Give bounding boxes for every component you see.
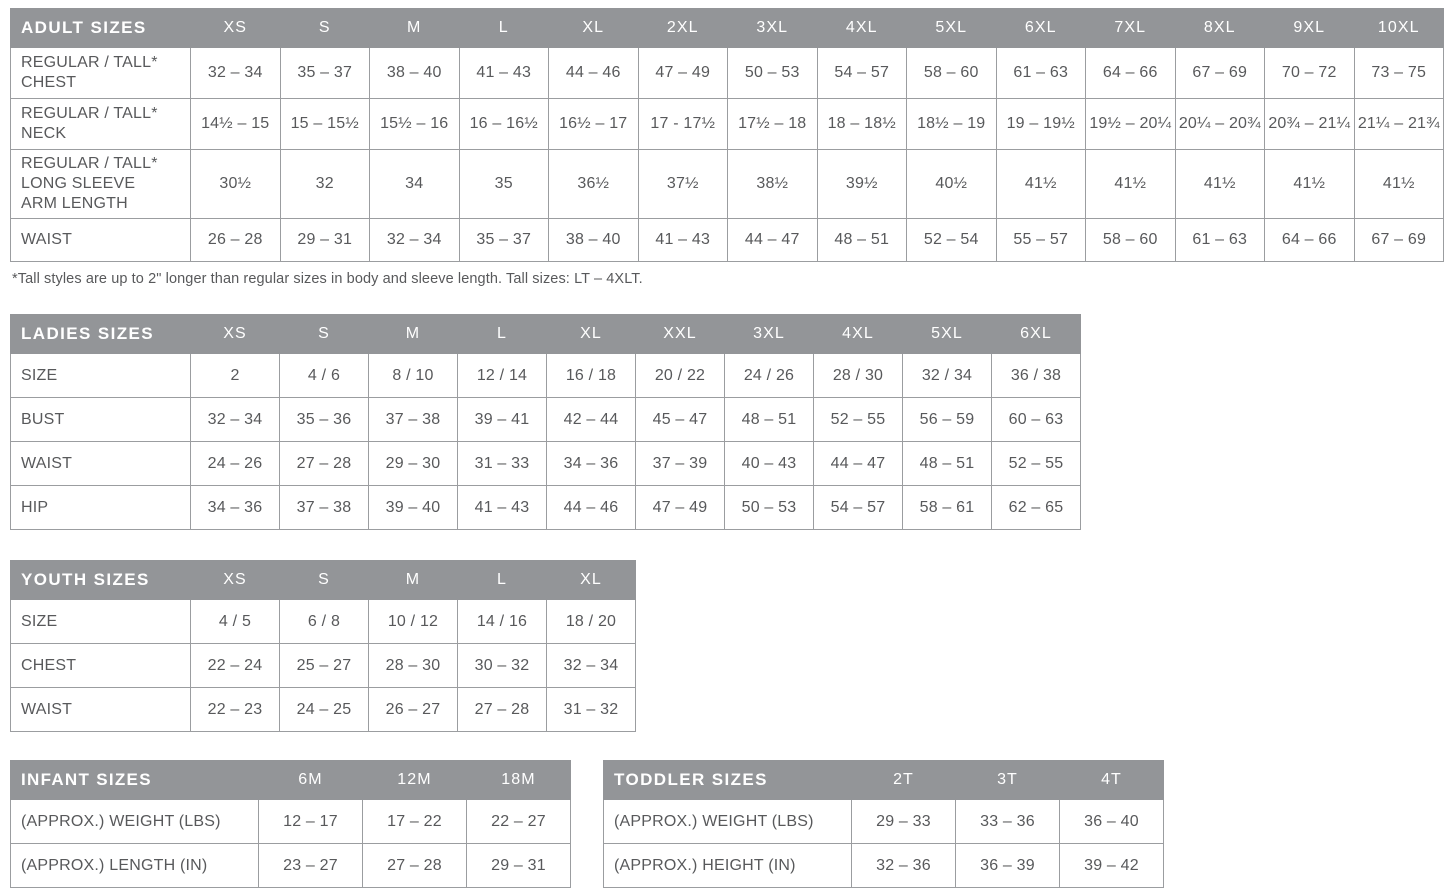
table-cell: 12 / 14 — [458, 354, 547, 398]
table-cell: 61 – 63 — [996, 48, 1086, 99]
table-cell: 24 / 26 — [725, 354, 814, 398]
table-cell: 26 – 27 — [369, 688, 458, 732]
table-cell: 20¾ – 21¼ — [1265, 99, 1355, 150]
table-cell: 38 – 40 — [370, 48, 460, 99]
table-cell: 15 – 15½ — [280, 99, 370, 150]
table-cell: 32 – 34 — [370, 219, 460, 262]
youth-col-header: XS — [191, 561, 280, 600]
table-cell: 26 – 28 — [191, 219, 281, 262]
table-cell: 12 – 17 — [259, 800, 363, 844]
adult-col-header: 4XL — [817, 9, 907, 48]
table-cell: 39 – 42 — [1060, 844, 1164, 888]
table-cell: 31 – 33 — [458, 442, 547, 486]
table-cell: 41 – 43 — [458, 486, 547, 530]
table-cell: 64 – 66 — [1265, 219, 1355, 262]
table-cell: 50 – 53 — [725, 486, 814, 530]
table-cell: 17½ – 18 — [728, 99, 818, 150]
table-cell: 34 — [370, 150, 460, 219]
table-cell: 4 / 5 — [191, 600, 280, 644]
adult-col-header: 7XL — [1086, 9, 1176, 48]
table-cell: 50 – 53 — [728, 48, 818, 99]
adult-col-header: 8XL — [1175, 9, 1265, 48]
table-cell: 41 – 43 — [638, 219, 728, 262]
table-row — [11, 688, 636, 732]
table-cell: 55 – 57 — [996, 219, 1086, 262]
table-row — [604, 844, 1164, 888]
table-cell: 64 – 66 — [1086, 48, 1176, 99]
table-cell: 58 – 61 — [903, 486, 992, 530]
table-cell: 44 – 47 — [728, 219, 818, 262]
table-cell: 28 – 30 — [369, 644, 458, 688]
table-cell: 16½ – 17 — [549, 99, 639, 150]
table-cell: 52 – 54 — [907, 219, 997, 262]
ladies-row-label: HIP — [11, 486, 191, 530]
table-cell: 29 – 31 — [280, 219, 370, 262]
table-cell: 40 – 43 — [725, 442, 814, 486]
table-cell: 18 – 18½ — [817, 99, 907, 150]
table-cell: 36½ — [549, 150, 639, 219]
adult-col-header: 2XL — [638, 9, 728, 48]
table-cell: 37 – 39 — [636, 442, 725, 486]
table-cell: 35 – 37 — [459, 219, 549, 262]
table-cell: 27 – 28 — [280, 442, 369, 486]
ladies-table-title: LADIES SIZES — [11, 315, 191, 354]
table-cell: 52 – 55 — [992, 442, 1081, 486]
ladies-row-label: WAIST — [11, 442, 191, 486]
table-cell: 32 — [280, 150, 370, 219]
table-cell: 42 – 44 — [547, 398, 636, 442]
toddler-col-header: 2T — [852, 761, 956, 800]
ladies-row-label: BUST — [11, 398, 191, 442]
table-cell: 39 – 40 — [369, 486, 458, 530]
adult-col-header: 5XL — [907, 9, 997, 48]
table-cell: 41½ — [1086, 150, 1176, 219]
table-row — [11, 442, 1081, 486]
ladies-col-header: 3XL — [725, 315, 814, 354]
table-cell: 27 – 28 — [458, 688, 547, 732]
table-row — [11, 486, 1081, 530]
infant-toddler-row — [10, 760, 1435, 888]
adult-col-header: L — [459, 9, 549, 48]
infant-col-header: 18M — [467, 761, 571, 800]
table-cell: 32 / 34 — [903, 354, 992, 398]
toddler-sizes-table — [603, 760, 1164, 888]
table-cell: 54 – 57 — [817, 48, 907, 99]
table-row — [11, 800, 571, 844]
table-cell: 73 – 75 — [1354, 48, 1444, 99]
table-cell: 47 – 49 — [638, 48, 728, 99]
adult-col-header: 3XL — [728, 9, 818, 48]
table-cell: 56 – 59 — [903, 398, 992, 442]
table-cell: 44 – 46 — [549, 48, 639, 99]
adult-row-label: REGULAR / TALL* NECK — [11, 99, 191, 150]
table-cell: 16 / 18 — [547, 354, 636, 398]
youth-table-title: YOUTH SIZES — [11, 561, 191, 600]
table-cell: 32 – 34 — [191, 48, 281, 99]
table-cell: 19 – 19½ — [996, 99, 1086, 150]
table-cell: 32 – 34 — [547, 644, 636, 688]
table-cell: 14 / 16 — [458, 600, 547, 644]
table-cell: 23 – 27 — [259, 844, 363, 888]
table-cell: 41½ — [996, 150, 1086, 219]
adult-table-title: ADULT SIZES — [11, 9, 191, 48]
youth-row-label: SIZE — [11, 600, 191, 644]
table-cell: 60 – 63 — [992, 398, 1081, 442]
table-cell: 58 – 60 — [1086, 219, 1176, 262]
table-cell: 29 – 31 — [467, 844, 571, 888]
infant-row-label: (APPROX.) WEIGHT (LBS) — [11, 800, 259, 844]
table-cell: 10 / 12 — [369, 600, 458, 644]
table-cell: 36 – 39 — [956, 844, 1060, 888]
table-cell: 16 – 16½ — [459, 99, 549, 150]
toddler-table-title: TODDLER SIZES — [604, 761, 852, 800]
ladies-col-header: M — [369, 315, 458, 354]
ladies-col-header: L — [458, 315, 547, 354]
ladies-col-header: XXL — [636, 315, 725, 354]
youth-col-header: M — [369, 561, 458, 600]
adult-col-header: 6XL — [996, 9, 1086, 48]
table-cell: 30½ — [191, 150, 281, 219]
table-row — [11, 99, 1444, 150]
table-row — [11, 398, 1081, 442]
ladies-col-header: S — [280, 315, 369, 354]
table-cell: 15½ – 16 — [370, 99, 460, 150]
ladies-row-label: SIZE — [11, 354, 191, 398]
table-cell: 34 – 36 — [191, 486, 280, 530]
table-cell: 22 – 23 — [191, 688, 280, 732]
ladies-col-header: 4XL — [814, 315, 903, 354]
table-cell: 44 – 47 — [814, 442, 903, 486]
toddler-col-header: 3T — [956, 761, 1060, 800]
table-cell: 17 - 17½ — [638, 99, 728, 150]
adult-col-header: S — [280, 9, 370, 48]
table-cell: 35 — [459, 150, 549, 219]
table-cell: 18½ – 19 — [907, 99, 997, 150]
table-cell: 48 – 51 — [903, 442, 992, 486]
ladies-col-header: XS — [191, 315, 280, 354]
adult-col-header: M — [370, 9, 460, 48]
table-cell: 35 – 37 — [280, 48, 370, 99]
table-cell: 41½ — [1175, 150, 1265, 219]
adult-col-header: 9XL — [1265, 9, 1355, 48]
youth-col-header: L — [458, 561, 547, 600]
table-cell: 48 – 51 — [725, 398, 814, 442]
table-cell: 52 – 55 — [814, 398, 903, 442]
infant-sizes-table — [10, 760, 571, 888]
infant-table-title: INFANT SIZES — [11, 761, 259, 800]
table-cell: 34 – 36 — [547, 442, 636, 486]
table-cell: 18 / 20 — [547, 600, 636, 644]
table-cell: 20 / 22 — [636, 354, 725, 398]
table-cell: 35 – 36 — [280, 398, 369, 442]
table-cell: 58 – 60 — [907, 48, 997, 99]
youth-row-label: WAIST — [11, 688, 191, 732]
table-cell: 30 – 32 — [458, 644, 547, 688]
table-cell: 47 – 49 — [636, 486, 725, 530]
table-cell: 39 – 41 — [458, 398, 547, 442]
table-cell: 37½ — [638, 150, 728, 219]
table-cell: 27 – 28 — [363, 844, 467, 888]
toddler-row-label: (APPROX.) HEIGHT (IN) — [604, 844, 852, 888]
table-row — [11, 48, 1444, 99]
table-cell: 32 – 36 — [852, 844, 956, 888]
table-cell: 54 – 57 — [814, 486, 903, 530]
table-cell: 24 – 26 — [191, 442, 280, 486]
table-cell: 39½ — [817, 150, 907, 219]
youth-sizes-table — [10, 560, 636, 732]
table-cell: 20¼ – 20¾ — [1175, 99, 1265, 150]
table-row — [11, 354, 1081, 398]
table-row — [11, 644, 636, 688]
adult-row-label: WAIST — [11, 219, 191, 262]
adult-col-header: XS — [191, 9, 281, 48]
infant-row-label: (APPROX.) LENGTH (IN) — [11, 844, 259, 888]
table-cell: 37 – 38 — [369, 398, 458, 442]
table-cell: 37 – 38 — [280, 486, 369, 530]
table-cell: 40½ — [907, 150, 997, 219]
table-cell: 25 – 27 — [280, 644, 369, 688]
infant-col-header: 12M — [363, 761, 467, 800]
table-cell: 29 – 30 — [369, 442, 458, 486]
table-cell: 67 – 69 — [1175, 48, 1265, 99]
table-cell: 22 – 24 — [191, 644, 280, 688]
table-cell: 38½ — [728, 150, 818, 219]
ladies-sizes-table — [10, 314, 1081, 530]
youth-row-label: CHEST — [11, 644, 191, 688]
table-cell: 61 – 63 — [1175, 219, 1265, 262]
table-cell: 4 / 6 — [280, 354, 369, 398]
table-cell: 33 – 36 — [956, 800, 1060, 844]
adult-col-header: XL — [549, 9, 639, 48]
table-cell: 2 — [191, 354, 280, 398]
adult-sizes-table — [10, 8, 1444, 262]
adult-col-header: 10XL — [1354, 9, 1444, 48]
youth-header-row — [11, 561, 636, 600]
table-row — [604, 800, 1164, 844]
table-cell: 6 / 8 — [280, 600, 369, 644]
table-cell: 67 – 69 — [1354, 219, 1444, 262]
table-cell: 22 – 27 — [467, 800, 571, 844]
table-row — [11, 150, 1444, 219]
table-cell: 45 – 47 — [636, 398, 725, 442]
ladies-col-header: XL — [547, 315, 636, 354]
table-cell: 62 – 65 — [992, 486, 1081, 530]
table-cell: 48 – 51 — [817, 219, 907, 262]
table-cell: 41 – 43 — [459, 48, 549, 99]
table-cell: 17 – 22 — [363, 800, 467, 844]
adult-footnote: *Tall styles are up to 2" longer than regular sizes in body and sleeve length. Tall sizes: LT – 4XLT. — [12, 271, 643, 287]
table-cell: 21¼ – 21¾ — [1354, 99, 1444, 150]
table-cell: 32 – 34 — [191, 398, 280, 442]
infant-col-header: 6M — [259, 761, 363, 800]
table-cell: 36 / 38 — [992, 354, 1081, 398]
ladies-col-header: 6XL — [992, 315, 1081, 354]
table-cell: 31 – 32 — [547, 688, 636, 732]
youth-col-header: S — [280, 561, 369, 600]
table-row — [11, 600, 636, 644]
adult-header-row — [11, 9, 1444, 48]
toddler-row-label: (APPROX.) WEIGHT (LBS) — [604, 800, 852, 844]
table-cell: 38 – 40 — [549, 219, 639, 262]
adult-row-label: REGULAR / TALL* CHEST — [11, 48, 191, 99]
table-cell: 70 – 72 — [1265, 48, 1355, 99]
table-cell: 28 / 30 — [814, 354, 903, 398]
table-cell: 19½ – 20¼ — [1086, 99, 1176, 150]
table-cell: 36 – 40 — [1060, 800, 1164, 844]
toddler-col-header: 4T — [1060, 761, 1164, 800]
table-cell: 41½ — [1354, 150, 1444, 219]
adult-row-label: REGULAR / TALL* LONG SLEEVE ARM LENGTH — [11, 150, 191, 219]
table-cell: 29 – 33 — [852, 800, 956, 844]
toddler-header-row — [604, 761, 1164, 800]
infant-header-row — [11, 761, 571, 800]
table-row — [11, 219, 1444, 262]
table-cell: 24 – 25 — [280, 688, 369, 732]
table-cell: 8 / 10 — [369, 354, 458, 398]
ladies-col-header: 5XL — [903, 315, 992, 354]
ladies-header-row — [11, 315, 1081, 354]
table-cell: 44 – 46 — [547, 486, 636, 530]
youth-col-header: XL — [547, 561, 636, 600]
table-cell: 14½ – 15 — [191, 99, 281, 150]
table-cell: 41½ — [1265, 150, 1355, 219]
table-row — [11, 844, 571, 888]
